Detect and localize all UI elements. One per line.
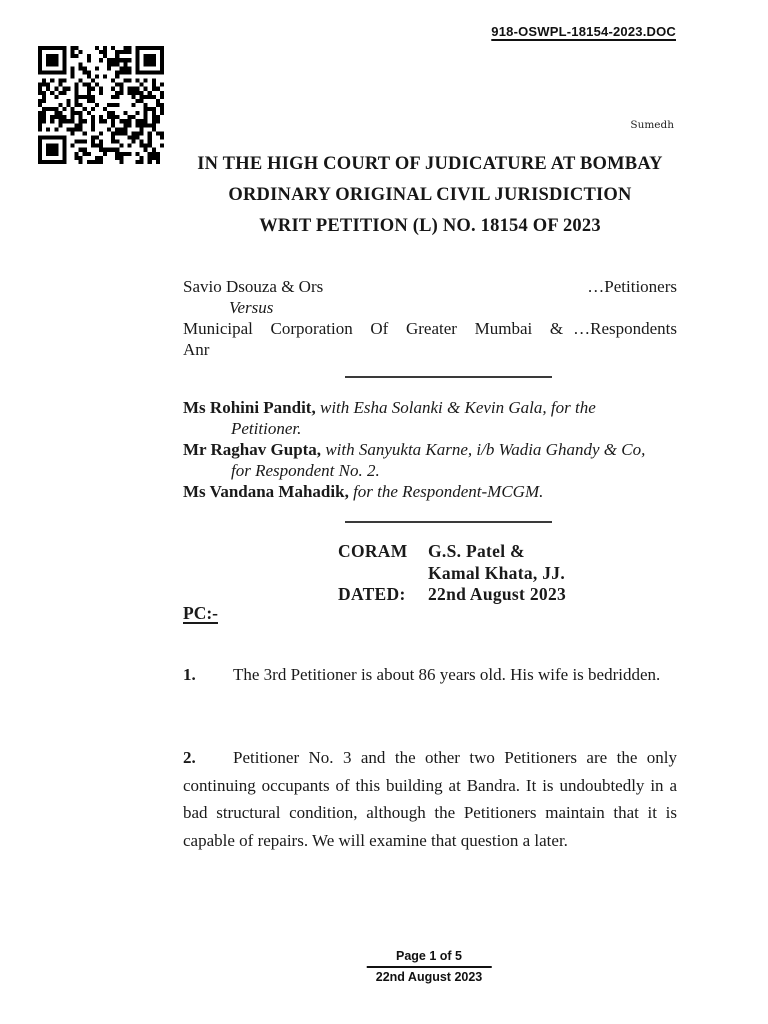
- page-number: Page 1 of 5: [395, 949, 462, 963]
- coram-block: [338, 541, 566, 606]
- divider-line-top: [345, 376, 552, 378]
- court-name: IN THE HIGH COURT OF JUDICATURE AT BOMBAY: [197, 154, 663, 174]
- advocate-detail: with Esha Solanki & Kevin Gala, for the: [315, 398, 596, 417]
- parties-block: [183, 276, 677, 360]
- advocate-name: Mr Raghav Gupta,: [183, 440, 322, 459]
- paragraph-number: 1.: [183, 665, 196, 684]
- advocate-entry: [183, 397, 683, 439]
- respondent-name-line2: Anr: [183, 340, 210, 359]
- coram-spacer: [338, 563, 428, 585]
- advocate-detail: for the Respondent-MCGM.: [348, 482, 544, 501]
- court-title-block: [183, 149, 677, 242]
- qr-code-icon: [38, 46, 164, 164]
- coram-label: CORAM: [338, 541, 408, 561]
- signer-stamp: Sumedh: [630, 119, 674, 131]
- advocate-detail: with Sanyukta Karne, i/b Wadia Ghandy & Co,: [321, 440, 646, 459]
- coram-judges-line1: G.S. Patel &: [428, 541, 525, 561]
- coram-judges-line2: Kamal Khata, JJ.: [428, 562, 566, 583]
- respondents-row: [183, 318, 677, 360]
- advocate-entry: [183, 481, 683, 502]
- respondent-label: …Respondents: [573, 319, 677, 338]
- advocate-line2: for Respondent No. 2.: [231, 461, 380, 480]
- petitioner-label: …Petitioners: [587, 277, 677, 296]
- dated-value: 22nd August 2023: [428, 584, 567, 604]
- advocate-line1: [183, 397, 683, 418]
- footer-date: 22nd August 2023: [367, 966, 492, 985]
- petitioners-row: [183, 276, 677, 297]
- advocate-name: Ms Rohini Pandit,: [183, 398, 316, 417]
- page-footer: [367, 948, 492, 986]
- document-number: 918-OSWPL-18154-2023.DOC: [491, 24, 676, 39]
- paragraph-1: [183, 661, 677, 689]
- jurisdiction: ORDINARY ORIGINAL CIVIL JURISDICTION: [228, 185, 632, 205]
- advocate-line1: [183, 481, 683, 502]
- advocates-block: [183, 397, 683, 502]
- pc-heading: PC:-: [183, 603, 218, 623]
- case-number: WRIT PETITION (L) NO. 18154 OF 2023: [259, 216, 601, 236]
- paragraph-number: 2.: [183, 748, 196, 767]
- advocate-entry: [183, 439, 683, 481]
- divider-line-bottom: [345, 521, 552, 523]
- versus-label: Versus: [229, 298, 274, 317]
- advocate-line2: Petitioner.: [231, 419, 302, 438]
- advocate-line1: [183, 439, 683, 460]
- respondent-name-line1: Municipal Corporation Of Greater Mumbai &: [183, 319, 564, 338]
- paragraph-2: [183, 744, 677, 854]
- paragraph-text: Petitioner No. 3 and the other two Petitioners are the only continuing occupants of this building at Bandra. It is undoubtedly in a bad structural condition, although the Petitioners maintain that it is capable of repairs. We will examine that question a later.: [183, 748, 677, 850]
- petitioner-name: Savio Dsouza & Ors: [183, 277, 324, 296]
- dated-label: DATED:: [338, 584, 406, 604]
- paragraph-text: The 3rd Petitioner is about 86 years old. His wife is bedridden.: [233, 665, 661, 684]
- advocate-name: Ms Vandana Mahadik,: [183, 482, 349, 501]
- respondent-name: [183, 318, 563, 360]
